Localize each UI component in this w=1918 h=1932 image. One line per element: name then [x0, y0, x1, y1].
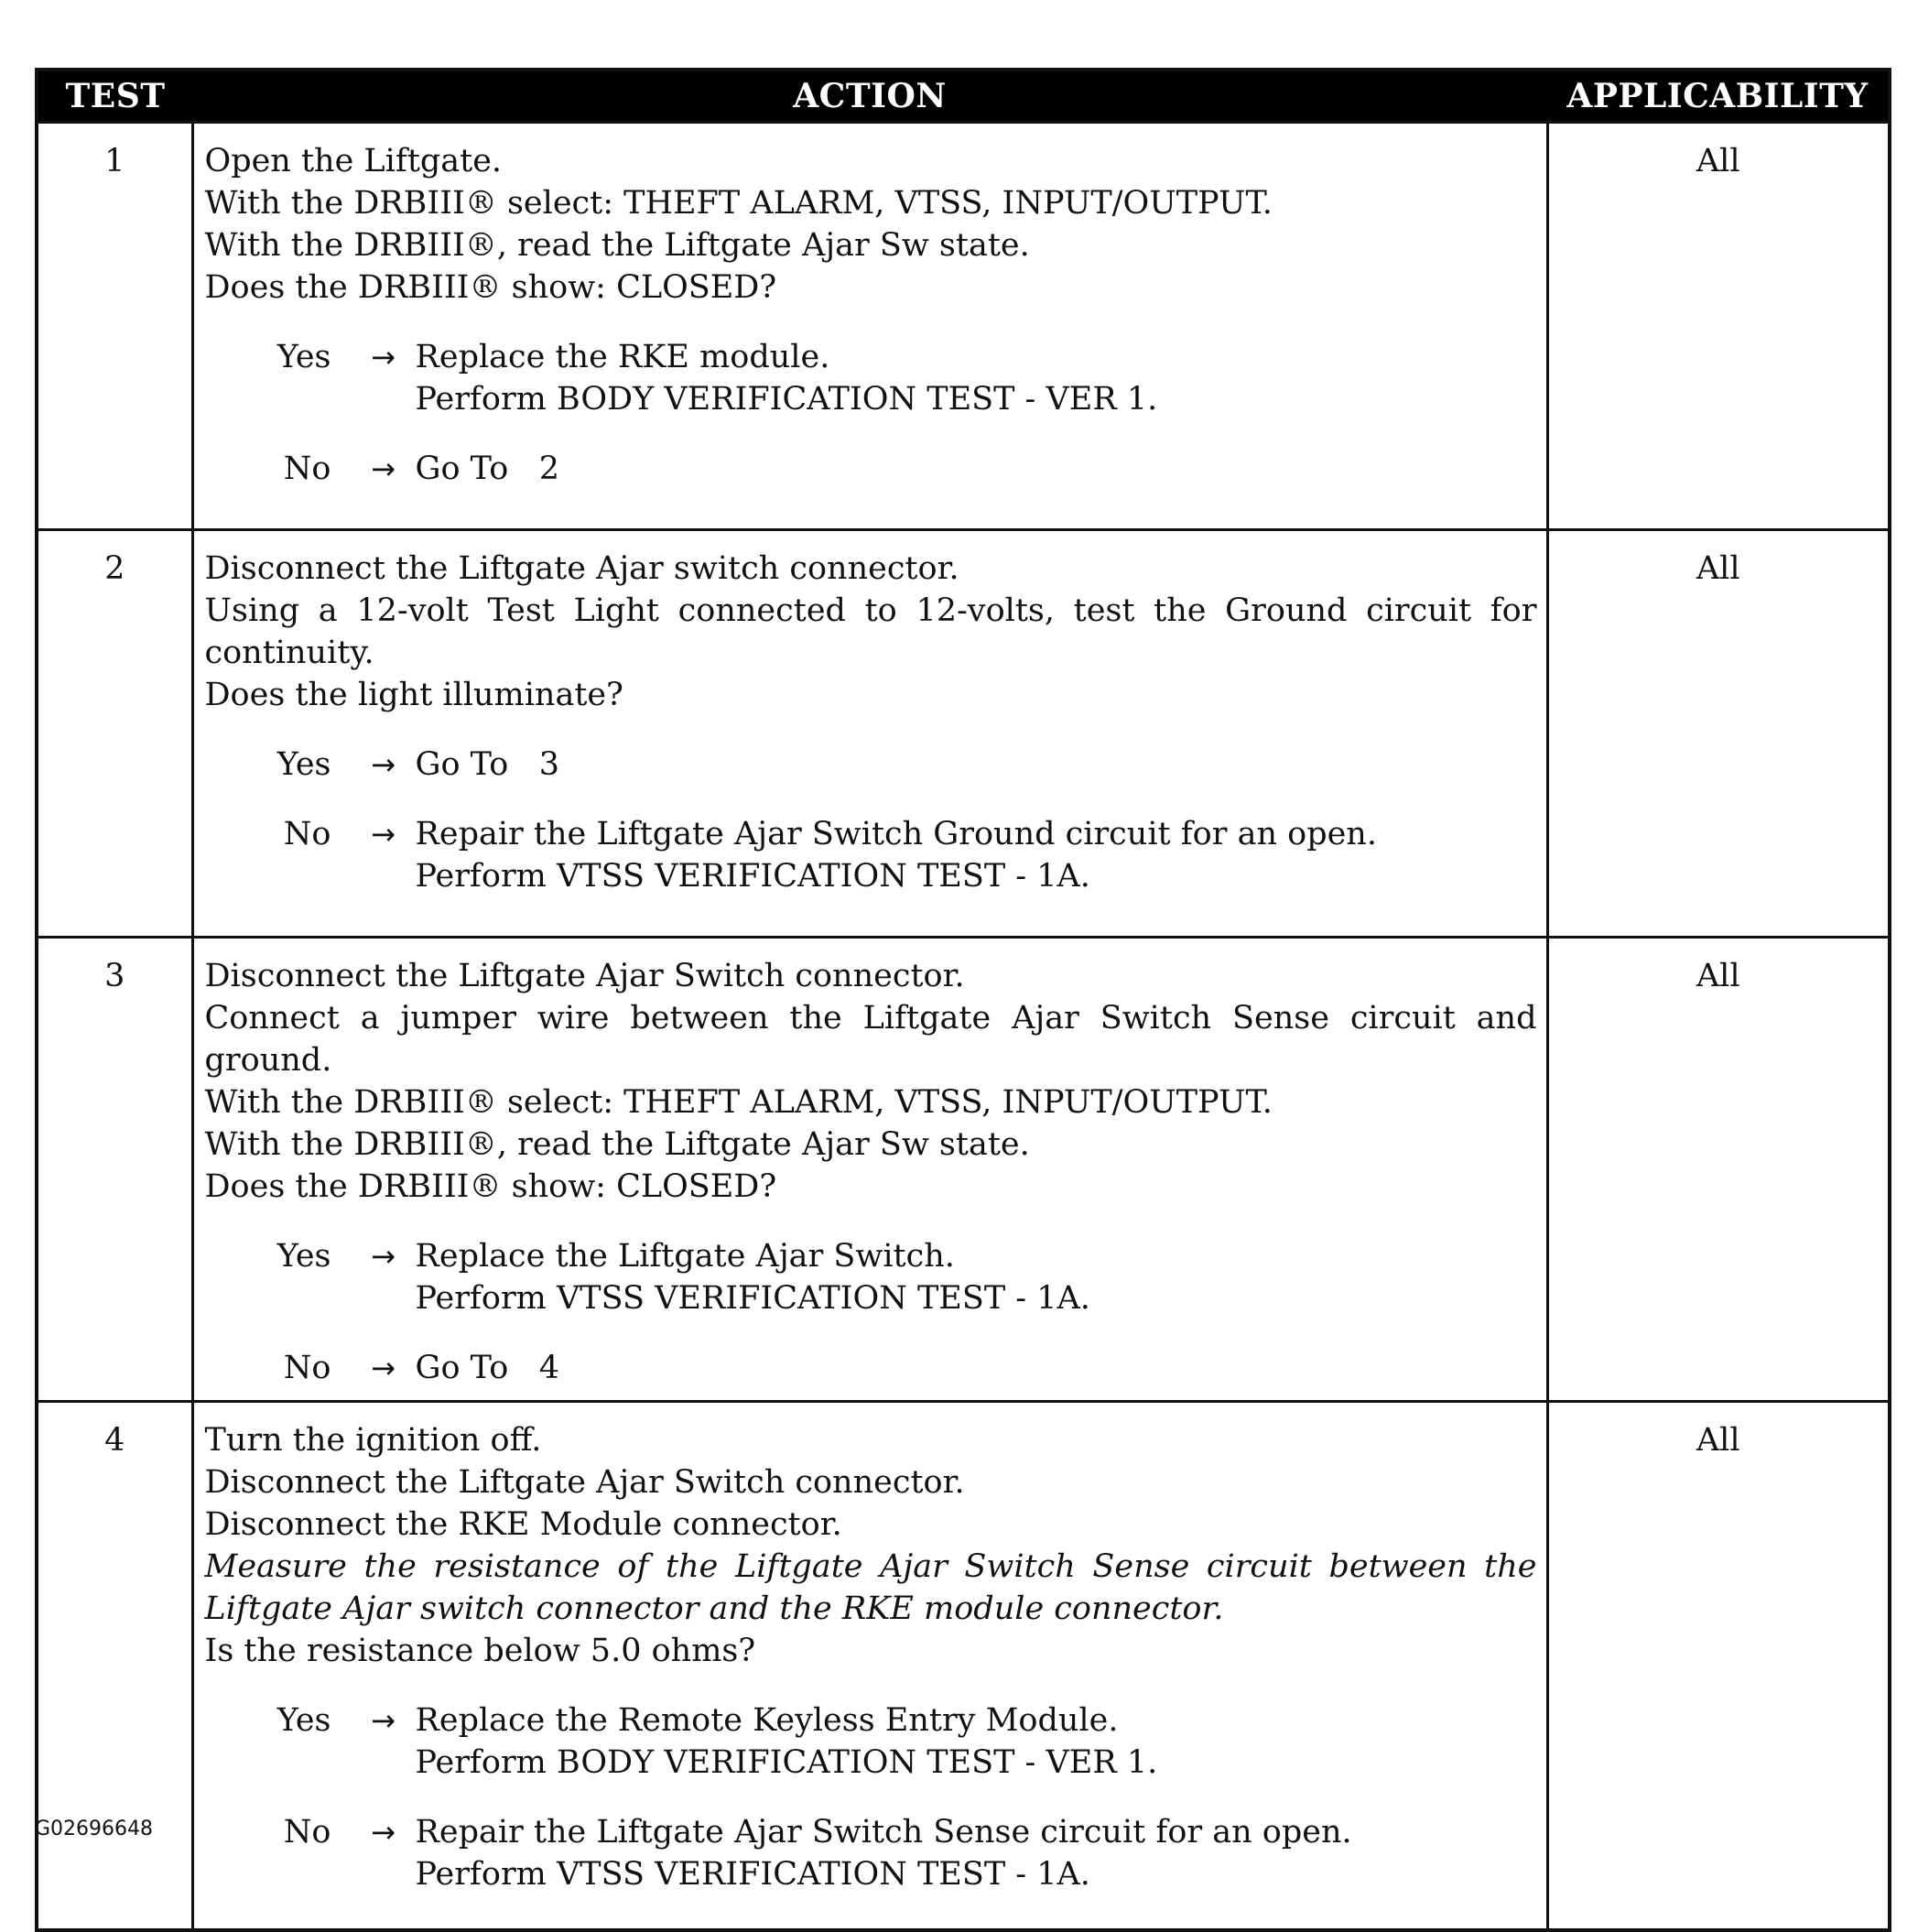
applicability-value: All	[1547, 1402, 1890, 1931]
applicability-value: All	[1547, 123, 1890, 530]
arrow-right-icon: →	[371, 1239, 396, 1274]
yes-label: Yes	[276, 1238, 331, 1275]
no-result	[416, 813, 1537, 897]
test-number: 1	[37, 123, 192, 530]
result-line: Go To 4	[415, 1350, 559, 1386]
result-line: Go To 2	[415, 450, 559, 487]
test-number: 3	[37, 938, 192, 1402]
result-line: Repair the Liftgate Ajar Switch Sense circuit for an open.	[415, 1814, 1352, 1851]
action-cell	[192, 938, 1547, 1402]
figure-code: G02696648	[35, 1818, 154, 1840]
action-step: With the DRBIII®, read the Liftgate Ajar Sw state.	[204, 227, 1030, 264]
action-step: Using a 12-volt Test Light connected to 12-volts, test the Ground circuit for continuity.	[204, 592, 1537, 671]
table-row	[37, 123, 1890, 530]
action-step: With the DRBIII®, read the Liftgate Ajar Sw state.	[204, 1126, 1030, 1163]
result-line: Perform VTSS VERIFICATION TEST - 1A.	[415, 1856, 1090, 1893]
action-cell	[192, 1402, 1547, 1931]
test-number: 4	[37, 1402, 192, 1931]
action-step: Open the Liftgate.	[204, 143, 503, 179]
yes-result	[416, 336, 1537, 420]
no-result	[416, 1811, 1537, 1895]
yes-outcome	[205, 1699, 1537, 1784]
table-row	[37, 938, 1890, 1402]
action-step: Disconnect the RKE Module connector.	[204, 1506, 842, 1543]
applicability-value: All	[1547, 530, 1890, 938]
arrow-right-icon: →	[371, 451, 396, 486]
no-label: No	[283, 1350, 331, 1386]
applicability-value: All	[1547, 938, 1890, 1402]
yes-label: Yes	[276, 1702, 331, 1739]
table-row	[37, 1402, 1890, 1931]
table-row	[37, 530, 1890, 938]
yes-label: Yes	[276, 339, 331, 375]
arrow-right-icon: →	[371, 1703, 396, 1738]
diagnostic-test-table	[35, 68, 1891, 1932]
header-applicability: APPLICABILITY	[1547, 70, 1890, 123]
yes-result	[416, 1235, 1537, 1319]
yes-result	[416, 1699, 1537, 1784]
action-step: Turn the ignition off.	[204, 1422, 542, 1459]
no-outcome	[205, 813, 1537, 897]
result-line: Replace the RKE module.	[415, 339, 830, 375]
action-step: Does the light illuminate?	[204, 677, 623, 713]
result-line: Replace the Remote Keyless Entry Module.	[415, 1702, 1119, 1739]
result-line: Perform VTSS VERIFICATION TEST - 1A.	[415, 1280, 1090, 1317]
result-line: Perform VTSS VERIFICATION TEST - 1A.	[415, 858, 1090, 895]
arrow-right-icon: →	[371, 340, 396, 374]
yes-result	[416, 743, 1537, 786]
action-step: Is the resistance below 5.0 ohms?	[204, 1633, 756, 1669]
action-step: Disconnect the Liftgate Ajar Switch connector.	[204, 1464, 965, 1501]
arrow-right-icon: →	[371, 747, 396, 782]
action-step: Does the DRBIII® show: CLOSED?	[204, 1168, 777, 1205]
action-step: With the DRBIII® select: THEFT ALARM, VTSS, INPUT/OUTPUT.	[204, 1084, 1273, 1121]
yes-label: Yes	[276, 746, 331, 783]
result-line: Perform BODY VERIFICATION TEST - VER 1.	[415, 381, 1158, 418]
action-step: Measure the resistance of the Liftgate Ajar Switch Sense circuit between the Liftgate Ajar switch connector and the RKE module connector.	[204, 1548, 1537, 1627]
result-line: Go To 3	[415, 746, 559, 783]
no-result	[416, 448, 1537, 490]
no-label: No	[283, 1814, 331, 1851]
action-cell	[192, 530, 1547, 938]
header-test: TEST	[37, 70, 192, 123]
diagnostic-test-page	[35, 68, 1888, 1932]
no-outcome	[205, 1347, 1537, 1389]
yes-outcome	[205, 336, 1537, 420]
test-number: 2	[37, 530, 192, 938]
action-step: Disconnect the Liftgate Ajar Switch connector.	[204, 958, 965, 994]
no-label: No	[283, 816, 331, 852]
arrow-right-icon: →	[371, 1351, 396, 1385]
result-line: Perform BODY VERIFICATION TEST - VER 1.	[415, 1744, 1158, 1781]
no-outcome	[205, 1811, 1537, 1895]
action-step: Disconnect the Liftgate Ajar switch connector.	[204, 550, 959, 587]
result-line: Replace the Liftgate Ajar Switch.	[415, 1238, 955, 1275]
action-step: Connect a jumper wire between the Liftgate Ajar Switch Sense circuit and ground.	[204, 1000, 1537, 1079]
no-label: No	[283, 450, 331, 487]
yes-outcome	[205, 743, 1537, 786]
arrow-right-icon: →	[371, 1815, 396, 1850]
action-step: Does the DRBIII® show: CLOSED?	[204, 269, 777, 306]
arrow-right-icon: →	[371, 817, 396, 852]
action-cell	[192, 123, 1547, 530]
no-result	[416, 1347, 1537, 1389]
action-step: With the DRBIII® select: THEFT ALARM, VTSS, INPUT/OUTPUT.	[204, 185, 1273, 222]
no-outcome	[205, 448, 1537, 490]
header-action: ACTION	[192, 70, 1547, 123]
table-header-row	[37, 70, 1890, 123]
result-line: Repair the Liftgate Ajar Switch Ground circuit for an open.	[415, 816, 1377, 852]
yes-outcome	[205, 1235, 1537, 1319]
